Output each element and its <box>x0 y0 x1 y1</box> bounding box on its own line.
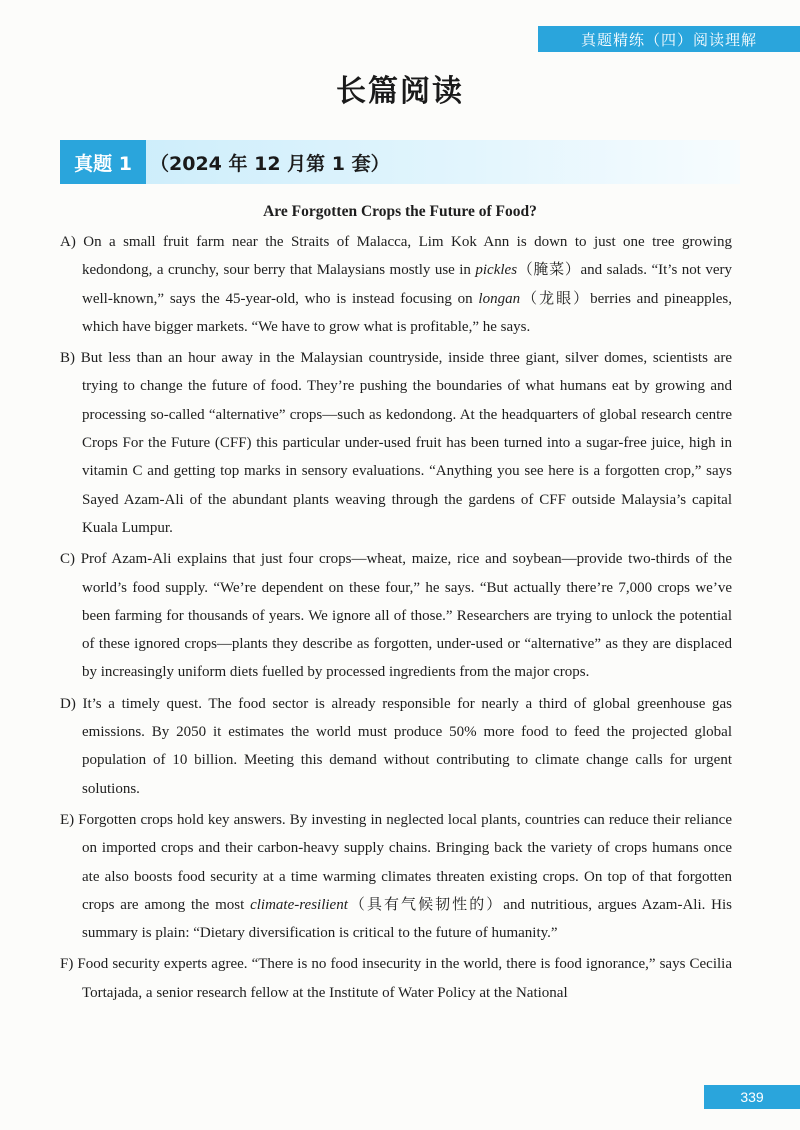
paragraph-text: Prof Azam-Ali explains that just four crops—wheat, maize, rice and soybean—provide two-thirds of the world’s food supply. “We’re dependent on these four,” he says. “But actually there’re 7,000 crops we’ve been farming for thousands of years. We ignore all of those.” Researchers are trying to unlock the potential of these ignored crops—plants they describe as forgotten, under-used or “alternative” as they are displaced by increasingly uniform diets fuelled by processed ingredients from the major crops. <box>80 551 733 681</box>
italic-term: longan <box>478 290 521 307</box>
section-tag: 真题精练（四）阅读理解 <box>538 26 800 52</box>
paragraph-label: D) <box>60 695 83 712</box>
paragraph-a <box>60 228 732 341</box>
paragraph-text: On a small fruit farm near the Straits of Malacca, Lim Kok Ann is down to just one tree growing kedondong, a crunchy, sour berry that Malaysians mostly use in <box>82 234 733 279</box>
paragraph-d <box>60 690 732 803</box>
paragraph-f <box>60 950 732 1007</box>
paragraph-label: A) <box>60 234 84 250</box>
paragraph-b <box>60 344 732 542</box>
italic-term: climate-resilient <box>250 896 348 913</box>
page-title: 长篇阅读 <box>336 74 464 109</box>
paragraph-label: C) <box>60 551 81 568</box>
paragraph-label: F) <box>60 956 78 973</box>
question-badge: 真题 1 <box>60 140 146 184</box>
paragraph-text: Food security experts agree. “There is no food insecurity in the world, there is food ignorance,” says Cecilia Tortajada, a senior research fellow at the Institute of Water Policy at the National <box>77 956 732 1001</box>
article-title: Are Forgotten Crops the Future of Food? <box>263 203 537 220</box>
paragraph-text: （龙眼）berries and pineapples, which have bigger markets. “We have to grow what is profitable,” he says. <box>82 290 732 335</box>
paragraph-label: B) <box>60 350 81 367</box>
paragraph-label: E) <box>60 811 79 828</box>
paragraph-c <box>60 545 732 686</box>
paragraph-text: （腌菜）and salads. “It’s not very well-known,” says the 45-year-old, who is instead focusing on <box>82 262 732 307</box>
paragraph-e <box>60 806 732 947</box>
article-body <box>60 228 732 1010</box>
question-source: （2024 年 12 月第 1 套） <box>150 152 390 175</box>
page-number: 339 <box>704 1085 800 1109</box>
paragraph-text: （具有气候韧性的）and nutritious, argues Azam-Ali. His summary is plain: “Dietary diversification is critical to the future of humanity.” <box>82 896 733 942</box>
italic-term: pickles <box>475 262 518 279</box>
paragraph-text: But less than an hour away in the Malaysian countryside, inside three giant, silver domes, scientists are trying to change the future of food. They’re pushing the boundaries of what humans eat by growing and processing so-called “alternative” crops—such as kedondong. At the headquarters of global research centre Crops For the Future (CFF) this particular under-used fruit has been turned into a sugar-free juice, high in vitamin C and getting top marks in sensory evaluations. “Anything you see here is a forgotten crop,” says Sayed Azam-Ali of the abundant plants weaving through the gardens of CFF outside Malaysia’s capital Kuala Lumpur. <box>80 350 733 536</box>
paragraph-text: It’s a timely quest. The food sector is already responsible for nearly a third of global greenhouse gas emissions. By 2050 it estimates the world must produce 50% more food to feed the projected global population of 10 billion. Meeting this demand without contributing to climate change calls for urgent solutions. <box>82 695 732 797</box>
paragraph-text: Forgotten crops hold key answers. By investing in neglected local plants, countries can reduce their reliance on imported crops and their carbon-heavy supply chains. Bringing back the variety of crops humans once ate also boosts food security at a time warming climates threaten existing crops. On top of that forgotten crops are among the most <box>78 811 732 913</box>
